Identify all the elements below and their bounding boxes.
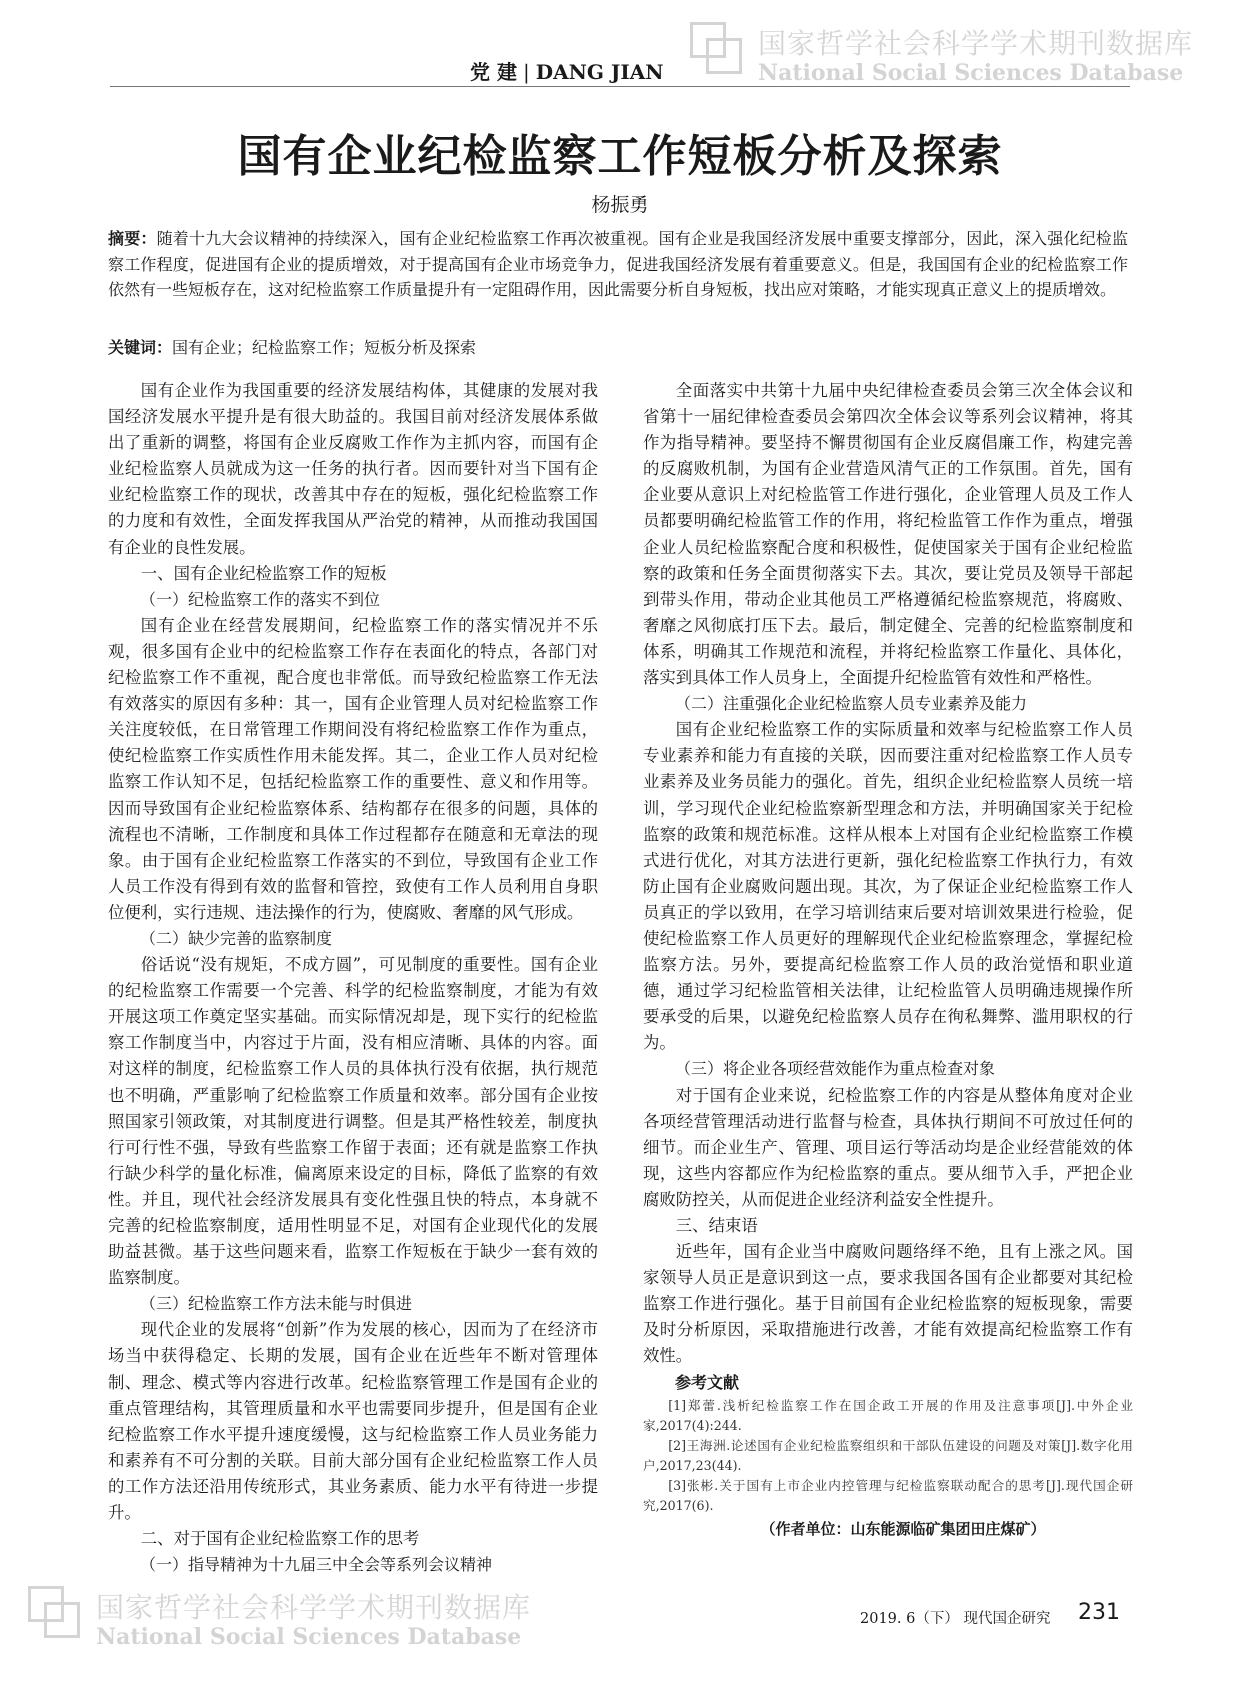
section-header: 党 建 | DANG JIAN: [470, 60, 664, 84]
watermark-en: National Social Sciences Database: [758, 60, 1184, 86]
section-en: DANG JIAN: [535, 60, 664, 84]
keywords-text: 国有企业；纪检监察工作；短板分析及探索: [172, 338, 477, 357]
section-heading: 二、对于国有企业纪检监察工作的思考: [140, 1529, 420, 1549]
abstract: [108, 226, 1128, 303]
keywords-label: 关键词：: [108, 338, 173, 357]
subsection-heading: （三）将企业各项经营效能作为重点检查对象: [675, 1059, 996, 1079]
page-number: 231: [1078, 1600, 1120, 1625]
header-rule: [110, 86, 1130, 87]
reference-item: [2]王海洲.论述国有企业纪检监察组织和干部队伍建设的问题及对策[J].数字化用户,2017,23(44).: [643, 1437, 1133, 1473]
paragraph: 国有企业在经营发展期间，纪检监察工作的落实情况并不乐观，很多国有企业中的纪检监察工作存在表面化的特点，各部门对纪检监察工作不重视，配合度也非常低。而导致纪检监察工作无法有效落实的原因有多种：其一，国有企业管理人员对纪检监察工作关注度较低，在日常管理工作期间没有将纪检监察工作作为重点，使纪检监察工作实质性作用未能发挥。其二，企业工作人员对纪检监察工作认知不足，包括纪检监察工作的重要性、意义和作用等。因而导致国有企业纪检监察体系、结构都存在很多的问题，具体的流程也不清晰，工作制度和具体工作过程都存在随意和无章法的现象。由于国有企业纪检监察工作落实的不到位，导致国有企业工作人员工作没有得到有效的监督和管控，致使有工作人员利用自身职位便利，实行违规、违法操作的行为，使腐败、奢靡的风气形成。: [108, 615, 598, 922]
article-title: 国有企业纪检监察工作短板分析及探索: [237, 131, 1003, 182]
subsection-heading: （三）纪检监察工作方法未能与时俱进: [140, 1294, 413, 1314]
subsection-heading: （一）纪检监察工作的落实不到位: [140, 589, 381, 609]
paragraph: 近些年，国有企业当中腐败问题络绎不绝，且有上涨之风。国家领导人员正是意识到这一点，要求我国各国有企业都要对其纪检监察工作进行强化。基于目前国有企业纪检监察的短板现象，需要及时分析原因，采取措施进行改善，才能有效提高纪检监察工作有效性。: [643, 1242, 1133, 1366]
reference-item: [3]张彬.关于国有上市企业内控管理与纪检监察联动配合的思考[J].现代国企研究,2017(6).: [643, 1477, 1133, 1513]
watermark-cn: 国家哲学社会科学学术期刊数据库: [758, 27, 1194, 60]
footer-issue: 2019. 6（下） 现代国企研究: [860, 1611, 1051, 1627]
left-column: [108, 378, 598, 1578]
watermark-top: [690, 18, 1230, 88]
author-affiliation: （作者单位：山东能源临矿集团田庄煤矿）: [760, 1519, 1046, 1538]
paragraph: 现代企业的发展将“创新”作为发展的核心，因而为了在经济市场当中获得稳定、长期的发展，国有企业在近些年不断对管理体制、理念、模式等内容进行改革。纪检监察管理工作是国有企业的重点管理结构，其管理质量和水平也需要同步提升，但是国有企业纪检监察工作水平提升速度缓慢，这与纪检监察工作人员业务能力和素养有不可分割的关联。目前大部分国有企业纪检监察工作人员的工作方法还沿用传统形式，其业务素质、能力水平有待进一步提升。: [108, 1320, 598, 1523]
keywords: [108, 335, 1128, 360]
watermark-en: National Social Sciences Database: [96, 1624, 522, 1650]
section-heading: 三、结束语: [675, 1216, 758, 1235]
paragraph: 国有企业作为我国重要的经济发展结构体，其健康的发展对我国经济发展水平提升是有很大助益的。我国目前对经济发展体系做出了重新的调整，将国有企业反腐败工作作为主抓内容，而国有企业纪检监察人员就成为这一任务的执行者。因而要针对当下国有企业纪检监察工作的现状，改善其中存在的短板，强化纪检监察工作的力度和有效性，全面发挥我国从严治党的精神，从而推动我国国有企业的良性发展。: [108, 381, 598, 557]
reference-item: [1]郑蕾.浅析纪检监察工作在国企政工开展的作用及注意事项[J].中外企业家,2017(4):244.: [643, 1397, 1133, 1433]
watermark-logo-icon: [28, 1586, 80, 1638]
watermark-logo-icon: [690, 22, 742, 74]
abstract-text: 随着十九大会议精神的持续深入，国有企业纪检监察工作再次被重视。国有企业是我国经济发展中重要支撑部分，因此，深入强化纪检监察工作程度，促进国有企业的提质增效，对于提高国有企业市场竞争力，促进我国经济发展有着重要意义。但是，我国国有企业的纪检监察工作依然有一些短板存在，这对纪检监察工作质量提升有一定阻碍作用，因此需要分析自身短板，找出应对策略，才能实现真正意义上的提质增效。: [108, 229, 1128, 299]
paragraph: 俗话说“没有规矩，不成方圆”，可见制度的重要性。国有企业的纪检监察工作需要一个完善、科学的纪检监察制度，才能为有效开展这项工作奠定坚实基础。而实际情况却是，现下实行的纪检监察工作制度当中，内容过于片面，没有相应清晰、具体的内容。面对这样的制度，纪检监察工作人员的具体执行没有依据，执行规范也不明确，严重影响了纪检监察工作质量和效率。部分国有企业按照国家引领政策，对其制度进行调整。但是其严格性较差，制度执行可行性不强，导致有些监察工作留于表面；还有就是监察工作执行缺少科学的量化标准，偏离原来设定的目标，降低了监察的有效性。并且，现代社会经济发展具有变化性强且快的特点，本身就不完善的纪检监察制度，适用性明显不足，对国有企业现代化的发展助益甚微。基于这些问题来看，监察工作短板在于缺少一套有效的监察制度。: [108, 955, 598, 1288]
watermark-bottom: [28, 1582, 588, 1652]
section-cn: 党 建: [470, 60, 517, 84]
subsection-heading: （一）指导精神为十九届三中全会等系列会议精神: [140, 1555, 493, 1575]
section-heading: 一、国有企业纪检监察工作的短板: [140, 563, 387, 583]
references-heading: 参考文献: [675, 1372, 740, 1392]
paragraph: 国有企业纪检监察工作的实际质量和效率与纪检监察工作人员专业素养和能力有直接的关联，因而要注重对纪检监察工作人员专业素养及业务员能力的强化。首先，组织企业纪检监察人员统一培训，学习现代企业纪检监察新型理念和方法，并明确国家关于纪检监察的政策和规范标准。这样从根本上对国有企业纪检监察工作模式进行优化，对其方法进行更新，强化纪检监察工作执行力，有效防止国有企业腐败问题出现。其次，为了保证企业纪检监察工作人员真正的学以致用，在学习培训结束后要对培训效果进行检验，促使纪检监察工作人员更好的理解现代企业纪检监察理念，掌握纪检监察方法。另外，要提高纪检监察工作人员的政治觉悟和职业道德，通过学习纪检监管相关法律，让纪检监管人员明确违规操作所要承受的后果，以避免纪检监察人员存在徇私舞弊、滥用职权的行为。: [643, 720, 1133, 1053]
article-author: 杨振勇: [591, 194, 649, 216]
subsection-heading: （二）注重强化企业纪检监察人员专业素养及能力: [675, 694, 1028, 714]
subsection-heading: （二）缺少完善的监察制度: [140, 928, 333, 948]
watermark-cn: 国家哲学社会科学学术期刊数据库: [96, 1591, 532, 1624]
abstract-label: 摘要：: [108, 229, 157, 248]
right-column: [643, 378, 1133, 1542]
paragraph: 全面落实中共第十九届中央纪律检查委员会第三次全体会议和省第十一届纪律检查委员会第四次全体会议等系列会议精神，将其作为指导精神。要坚持不懈贯彻国有企业反腐倡廉工作，构建完善的反腐败机制，为国有企业营造风清气正的工作氛围。首先，国有企业要从意识上对纪检监管工作进行强化，企业管理人员及工作人员都要明确纪检监管工作的作用，将纪检监管工作作为重点，增强企业人员纪检监察配合度和积极性，促使国家关于国有企业纪检监察的政策和任务全面贯彻落实下去。其次，要让党员及领导干部起到带头作用，带动企业其他员工严格遵循纪检监察规范，将腐败、奢靡之风彻底打压下去。最后，制定健全、完善的纪检监察制度和体系，明确其工作规范和流程，并将纪检监察工作量化、具体化，落实到具体工作人员身上，全面提升纪检监管有效性和严格性。: [643, 381, 1133, 688]
paragraph: 对于国有企业来说，纪检监察工作的内容是从整体角度对企业各项经营管理活动进行监督与检查，具体执行期间不可放过任何的细节。而企业生产、管理、项目运行等活动均是企业经营能效的体现，这些内容都应作为纪检监察的重点。要从细节入手，严把企业腐败防控关，从而促进企业经济利益安全性提升。: [643, 1085, 1133, 1209]
